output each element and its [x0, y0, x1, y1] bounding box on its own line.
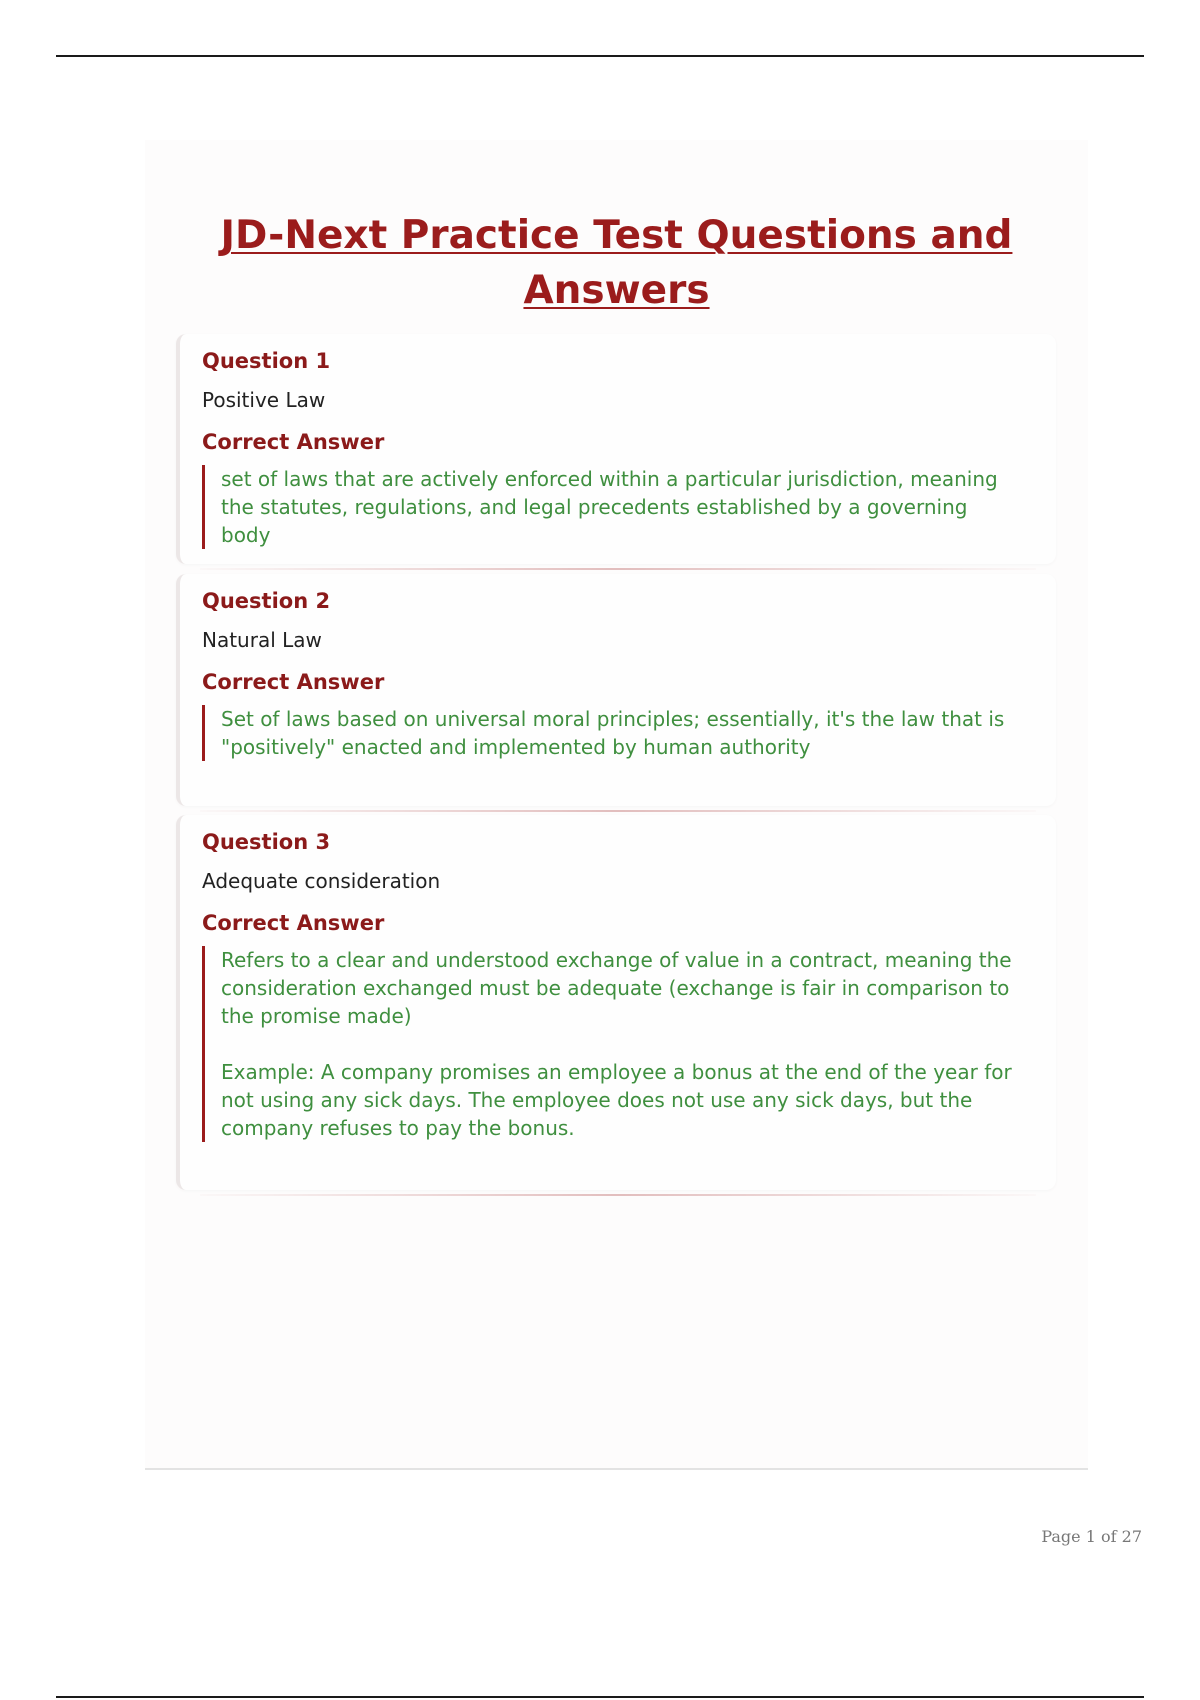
- question-card-3: [176, 815, 1056, 1190]
- document-page: [145, 140, 1088, 1470]
- answer-text: set of laws that are actively enforced within a particular jurisdiction, meaning the statutes, regulations, and legal precedents established by a governing body: [221, 467, 998, 547]
- footer-divider: [145, 1468, 1088, 1470]
- answer-block: [202, 465, 1022, 549]
- answer-text: Set of laws based on universal moral principles; essentially, it's the law that is "positively" enacted and implemented by human authority: [221, 707, 1005, 759]
- question-card-2: [176, 574, 1056, 806]
- answer-block: [202, 946, 1022, 1142]
- question-label: Question 1: [202, 349, 331, 373]
- question-label: Question 3: [202, 830, 331, 854]
- correct-answer-label: Correct Answer: [202, 670, 385, 694]
- question-label: Question 2: [202, 589, 331, 613]
- page-number: Page 1 of 27: [1041, 1527, 1142, 1546]
- question-text: Positive Law: [202, 388, 326, 412]
- top-rule: [56, 55, 1144, 57]
- answer-block: [202, 705, 1022, 761]
- question-text: Adequate consideration: [202, 869, 441, 893]
- question-card-1: [176, 334, 1056, 564]
- document-title: JD-Next Practice Test Questions and Answers: [220, 213, 1013, 313]
- question-text: Natural Law: [202, 628, 322, 652]
- answer-text: Refers to a clear and understood exchange of value in a contract, meaning the consideration exchanged must be adequate (exchange is fair in comparison to the promise made): [221, 948, 1012, 1028]
- correct-answer-label: Correct Answer: [202, 430, 385, 454]
- answer-example-text: Example: A company promises an employee a bonus at the end of the year for not using any sick days. The employee does not use any sick days, but the company refuses to pay the bonus.: [221, 1060, 1012, 1140]
- bottom-rule: [56, 1696, 1144, 1698]
- correct-answer-label: Correct Answer: [202, 911, 385, 935]
